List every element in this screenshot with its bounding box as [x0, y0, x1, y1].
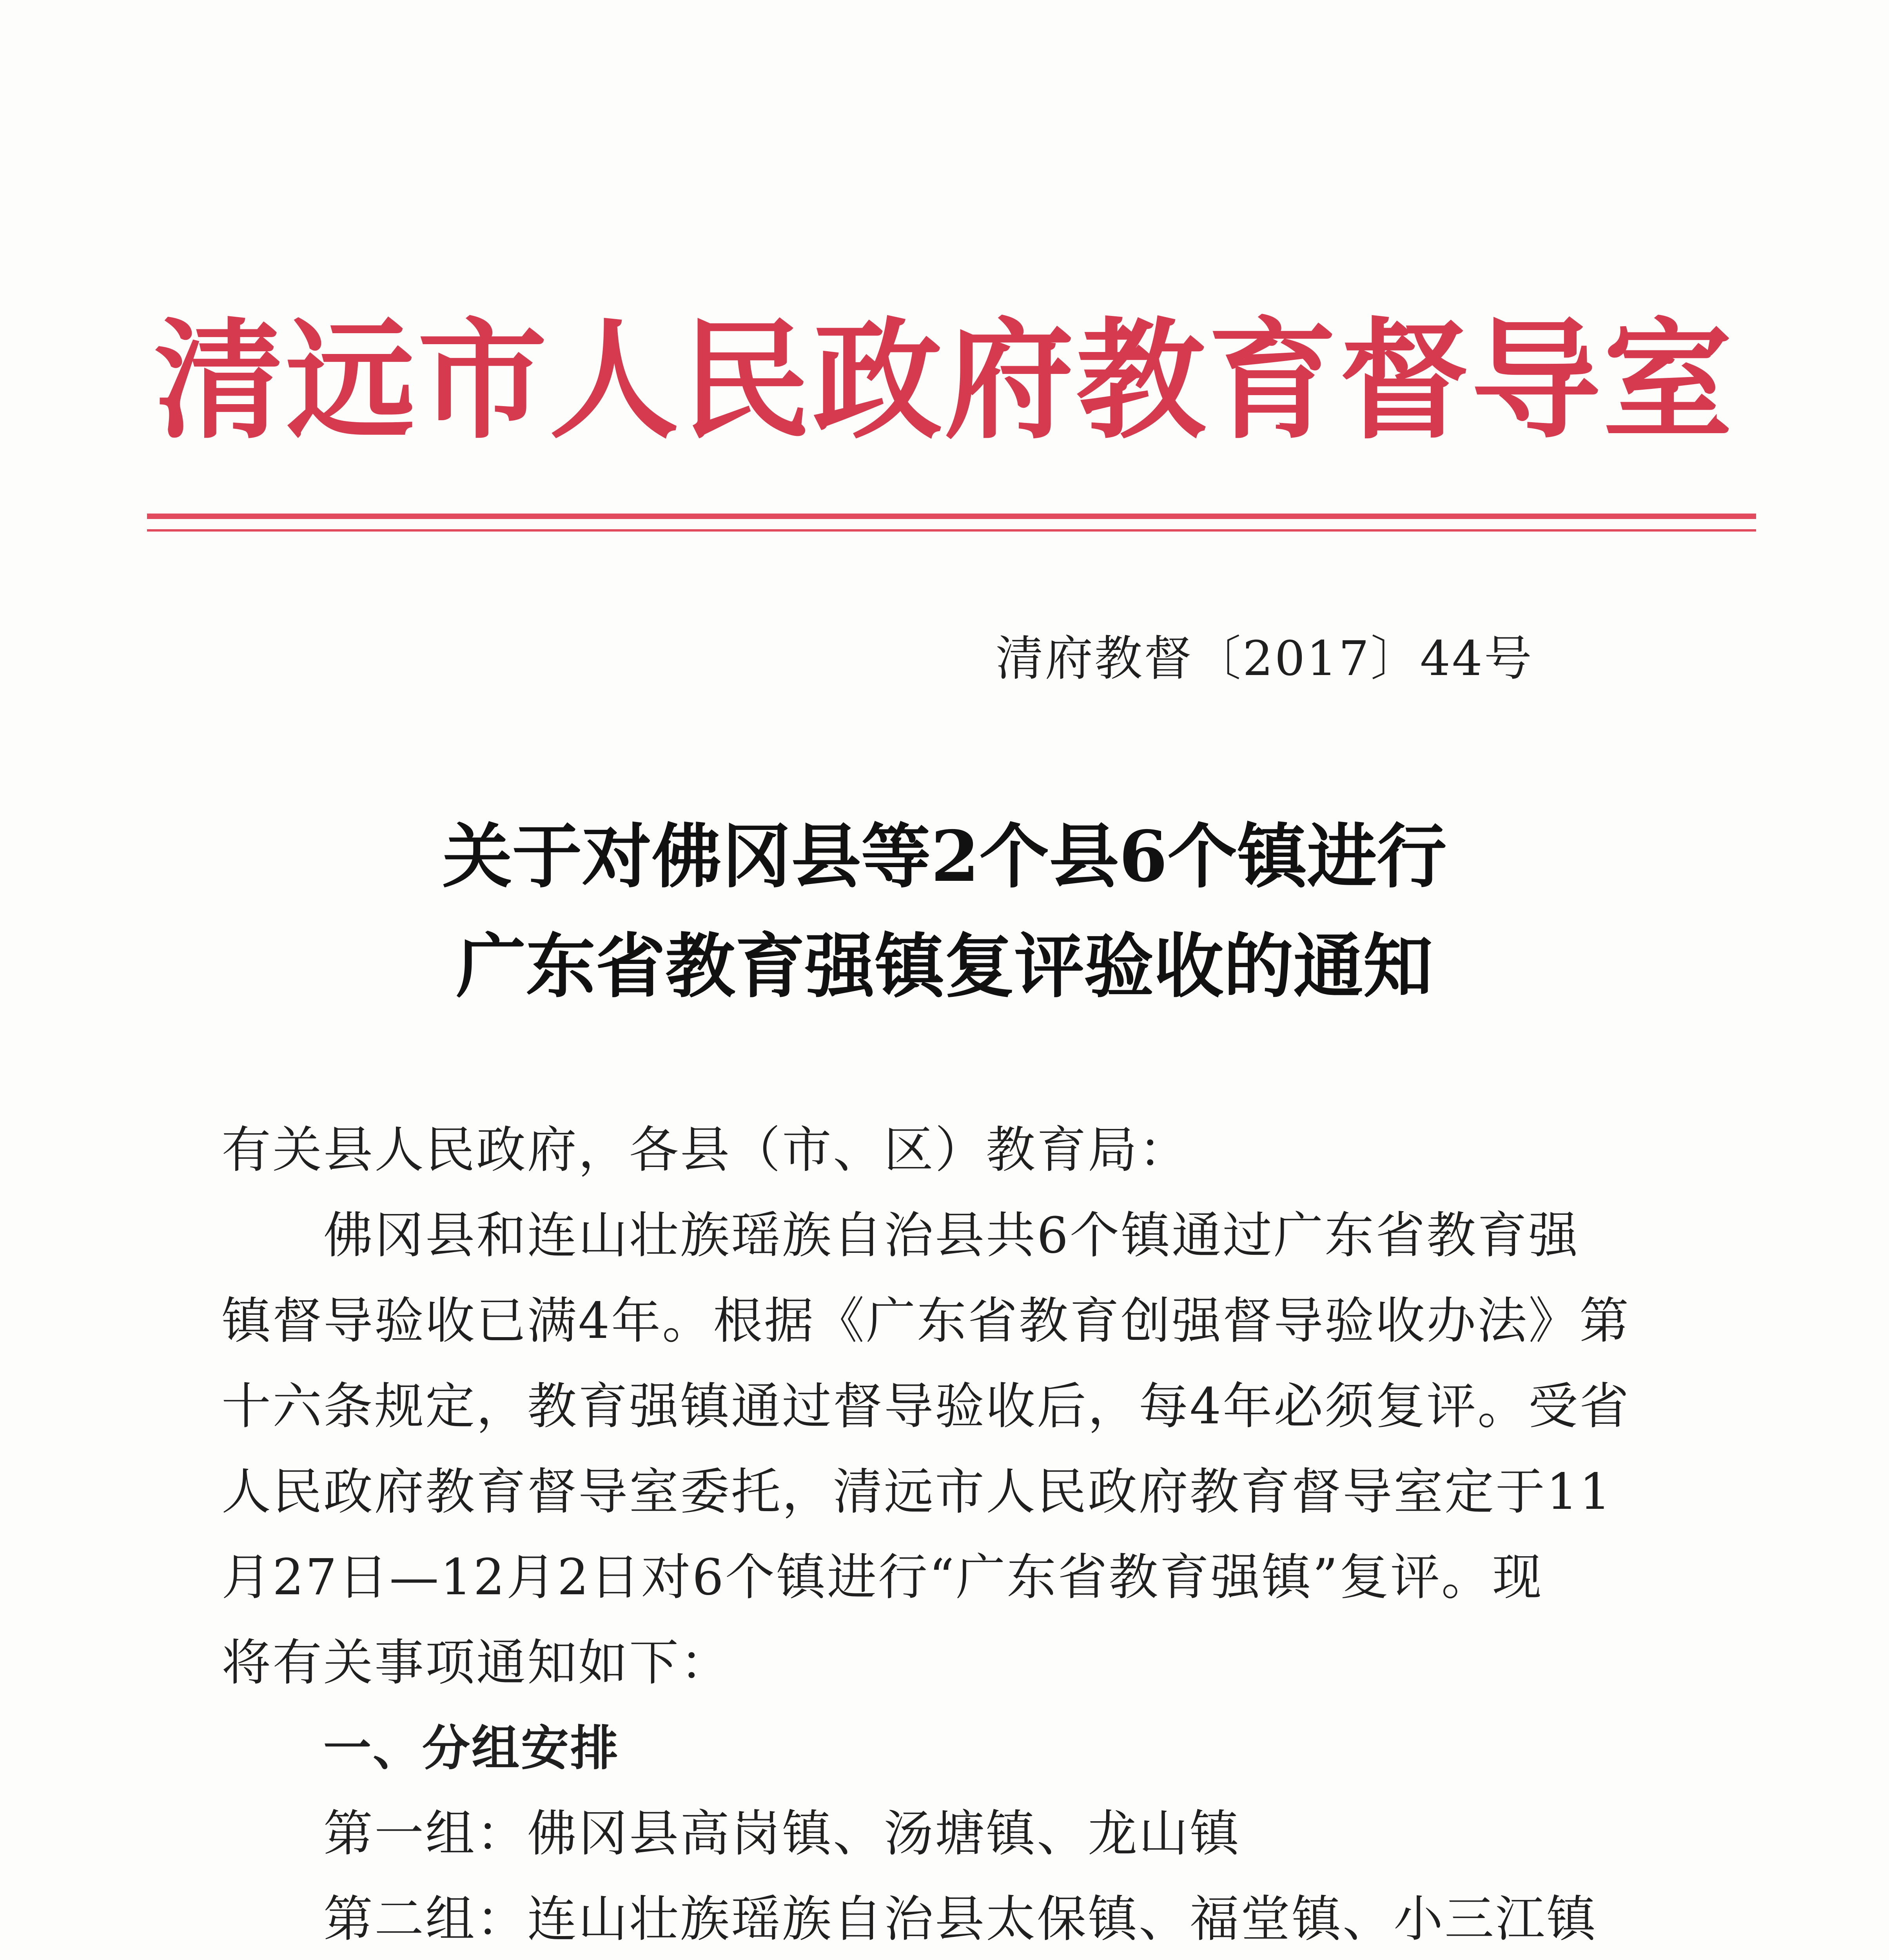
notice-title-line-1: 关于对佛冈县等2个县6个镇进行: [442, 815, 1447, 897]
paragraph-line: 人民政府教育督导室委托，清远市人民政府教育督导室定于11: [221, 1463, 1613, 1521]
masthead-title: 清远市人民政府教育督导室: [154, 304, 1735, 456]
masthead-rule-thin: [147, 529, 1756, 532]
section-heading-grouping: 一、分组安排: [323, 1720, 620, 1776]
salutation: 有关县人民政府，各县（市、区）教育局：: [221, 1121, 1190, 1179]
paragraph-line: 佛冈县和连山壮族瑶族自治县共6个镇通过广东省教育强: [323, 1207, 1580, 1264]
paragraph-line: 十六条规定，教育强镇通过督导验收后，每4年必须复评。受省: [221, 1377, 1631, 1435]
group-one: 第一组：佛冈县高岗镇、汤塘镇、龙山镇: [323, 1805, 1241, 1862]
paragraph-line: 将有关事项通知如下：: [221, 1634, 731, 1691]
notice-title-line-2: 广东省教育强镇复评验收的通知: [456, 925, 1433, 1007]
notice-body: [221, 1107, 1672, 1960]
paragraph-line: 月27日—12月2日对6个镇进行“广东省教育强镇”复评。现: [221, 1548, 1543, 1606]
group-two: 第二组：连山壮族瑶族自治县太保镇、福堂镇、小三江镇: [323, 1890, 1597, 1948]
document-number: 清府教督〔2017〕44号: [996, 631, 1533, 686]
paragraph-line: 镇督导验收已满4年。根据《广东省教育创强督导验收办法》第: [221, 1292, 1631, 1350]
masthead-rule-thick: [147, 514, 1756, 519]
